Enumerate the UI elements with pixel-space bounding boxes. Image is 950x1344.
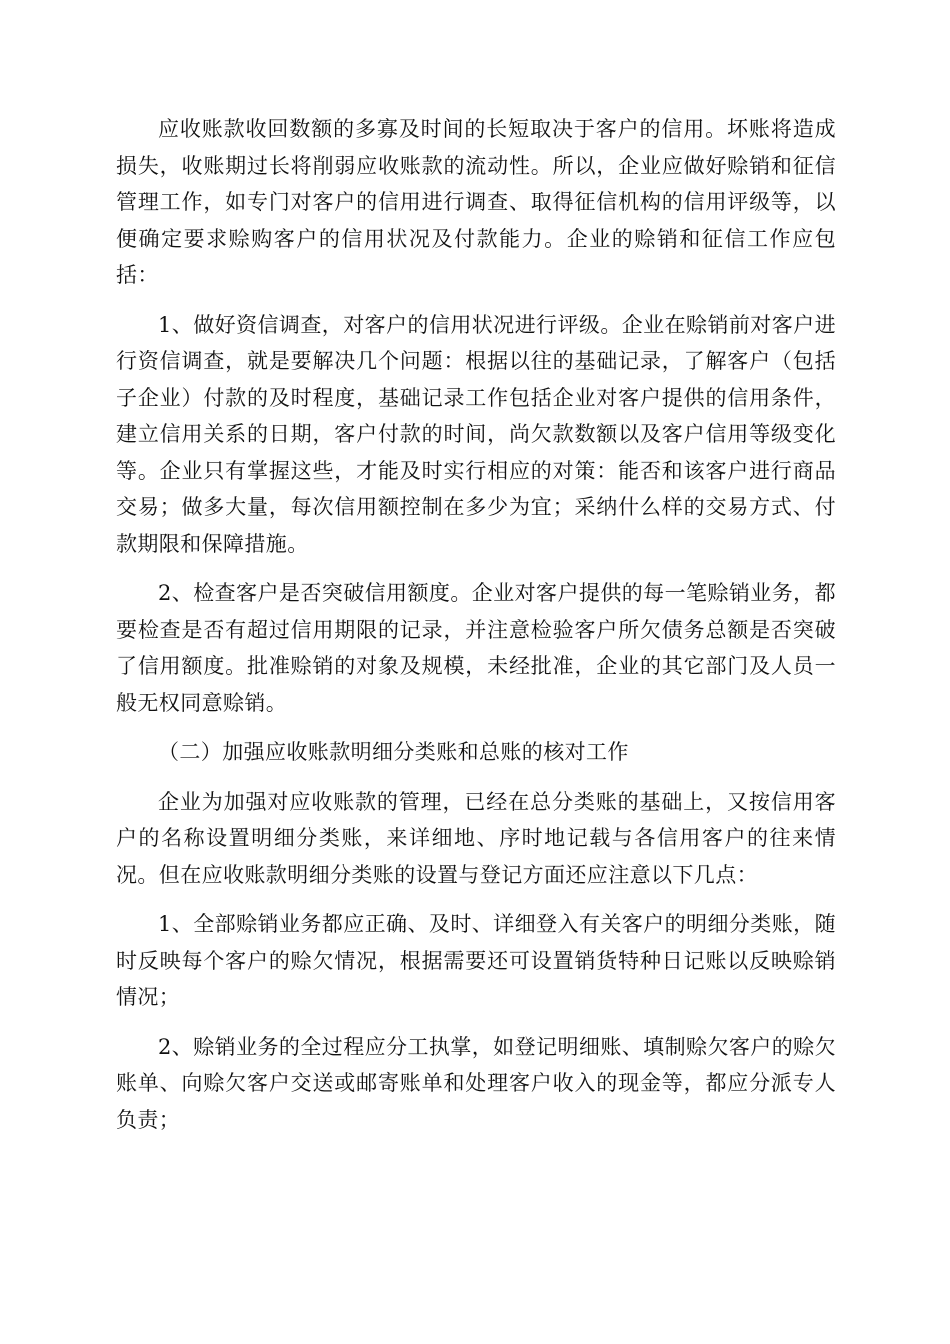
document-body bbox=[116, 111, 836, 1151]
paragraph-credit-intro: 应收账款收回数额的多寡及时间的长短取决于客户的信用。坏账将造成损失，收账期过长将削弱应收账款的流动性。所以，企业应做好赊销和征信管理工作，如专门对客户的信用进行调查、取得征信机构的信用评级等，以便确定要求赊购客户的信用状况及付款能力。企业的赊销和征信工作应包括： bbox=[116, 117, 836, 287]
paragraph-credit-investigation: 1、做好资信调查，对客户的信用状况进行评级。企业在赊销前对客户进行资信调查，就是要解决几个问题：根据以往的基础记录，了解客户（包括子企业）付款的及时程度，基础记录工作包括企业对客户提供的信用条件，建立信用关系的日期，客户付款的时间，尚欠款数额以及客户信用等级变化等。企业只有掌握这些，才能及时实行相应的对策：能否和该客户进行商品交易；做多大量，每次信用额控制在多少为宜；采纳什么样的交易方式、付款期限和保障措施。 bbox=[116, 312, 836, 556]
paragraph-ledger-point-1: 1、全部赊销业务都应正确、及时、详细登入有关客户的明细分类账，随时反映每个客户的赊欠情况，根据需要还可设置销货特种日记账以反映赊销情况； bbox=[116, 912, 836, 1009]
paragraph-ledger-point-2: 2、赊销业务的全过程应分工执掌，如登记明细账、填制赊欠客户的赊欠账单、向赊欠客户交送或邮寄账单和处理客户收入的现金等，都应分派专人负责； bbox=[116, 1034, 836, 1132]
paragraph-ledger-intro: 企业为加强对应收账款的管理，已经在总分类账的基础上，又按信用客户的名称设置明细分类账，来详细地、序时地记载与各信用客户的往来情况。但在应收账款明细分类账的设置与登记方面还应注意以下几点： bbox=[116, 789, 836, 887]
paragraph-credit-limit-check: 2、检查客户是否突破信用额度。企业对客户提供的每一笔赊销业务，都要检查是否有超过信用期限的记录，并注意检验客户所欠债务总额是否突破了信用额度。批准赊销的对象及规模，未经批准，企业的其它部门及人员一般无权同意赊销。 bbox=[116, 581, 836, 715]
section-heading: （二）加强应收账款明细分类账和总账的核对工作 bbox=[158, 740, 629, 764]
